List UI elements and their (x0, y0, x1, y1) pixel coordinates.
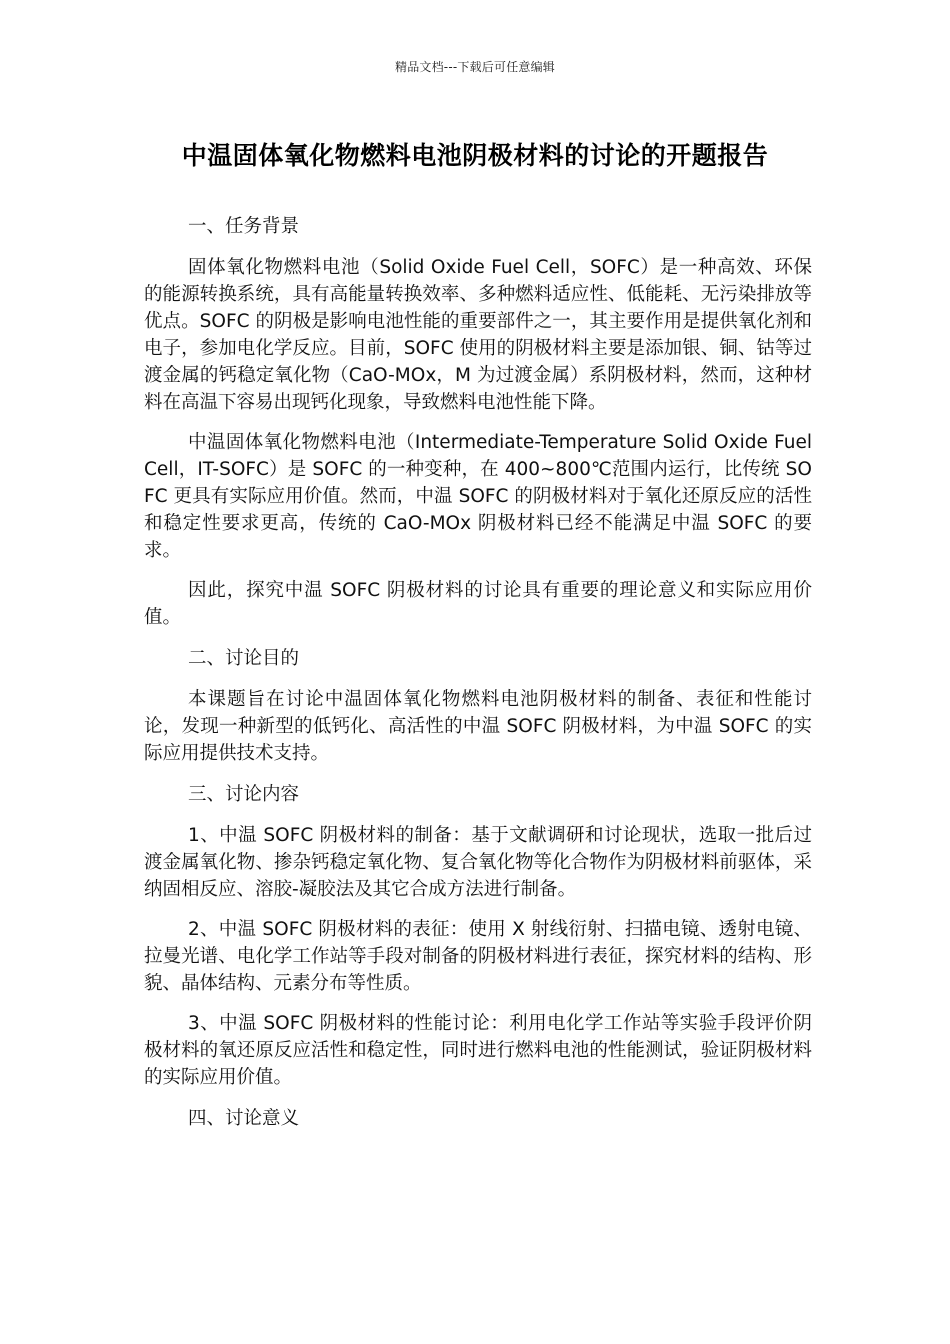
section-heading-content: 三、讨论内容 (188, 784, 300, 805)
paragraph: 固体氧化物燃料电池（Solid Oxide Fuel Cell，SOFC）是一种高效、环保的能源转换系统，具有高能量转换效率、多种燃料适应性、低能耗、无污染排放等优点。SOFC 的阴极是影响电池性能的重要部件之一，其主要作用是提供氧化剂和电子，参加电化学反应。目前，SOFC 使用的阴极材料主要是添加银、铜、钴等过渡金属的钙稳定氧化物（CaO-MOx，M 为过渡金属）系阴极材料，然而，这种材料在高温下容易出现钙化现象，导致燃料电池性能下降。 (144, 257, 812, 413)
paragraph: 1、中温 SOFC 阴极材料的制备：基于文献调研和讨论现状，选取一批后过渡金属氧化物、掺杂钙稳定氧化物、复合氧化物等化合物作为阴极材料前驱体，采纳固相反应、溶胶-凝胶法及其它合成方法进行制备。 (144, 825, 812, 900)
paragraph: 2、中温 SOFC 阴极材料的表征：使用 X 射线衍射、扫描电镜、透射电镜、拉曼光谱、电化学工作站等手段对制备的阴极材料进行表征，探究材料的结构、形貌、晶体结构、元素分布等性质。 (144, 919, 812, 994)
document-title: 中温固体氧化物燃料电池阴极材料的讨论的开题报告 (181, 141, 769, 170)
header-note: 精品文档---下载后可任意编辑 (395, 60, 555, 74)
section-heading-background: 一、任务背景 (188, 216, 300, 237)
paragraph: 中温固体氧化物燃料电池（Intermediate-Temperature Solid Oxide Fuel Cell，IT-SOFC）是 SOFC 的一种变种，在 400~800℃范围内运行，比传统 SOFC 更具有实际应用价值。然而，中温 SOFC 的阴极材料对于氧化还原反应的活性和稳定性要求更高，传统的 CaO-MOx 阴极材料已经不能满足中温 SOFC 的要求。 (144, 432, 812, 561)
section-heading-purpose: 二、讨论目的 (188, 648, 300, 669)
paragraph: 因此，探究中温 SOFC 阴极材料的讨论具有重要的理论意义和实际应用价值。 (144, 580, 812, 628)
section-heading-significance: 四、讨论意义 (188, 1108, 300, 1129)
paragraph: 本课题旨在讨论中温固体氧化物燃料电池阴极材料的制备、表征和性能讨论，发现一种新型的低钙化、高活性的中温 SOFC 阴极材料，为中温 SOFC 的实际应用提供技术支持。 (144, 689, 812, 764)
paragraph: 3、中温 SOFC 阴极材料的性能讨论：利用电化学工作站等实验手段评价阴极材料的氧还原反应活性和稳定性，同时进行燃料电池的性能测试，验证阴极材料的实际应用价值。 (144, 1013, 812, 1088)
document-body (144, 212, 812, 1146)
